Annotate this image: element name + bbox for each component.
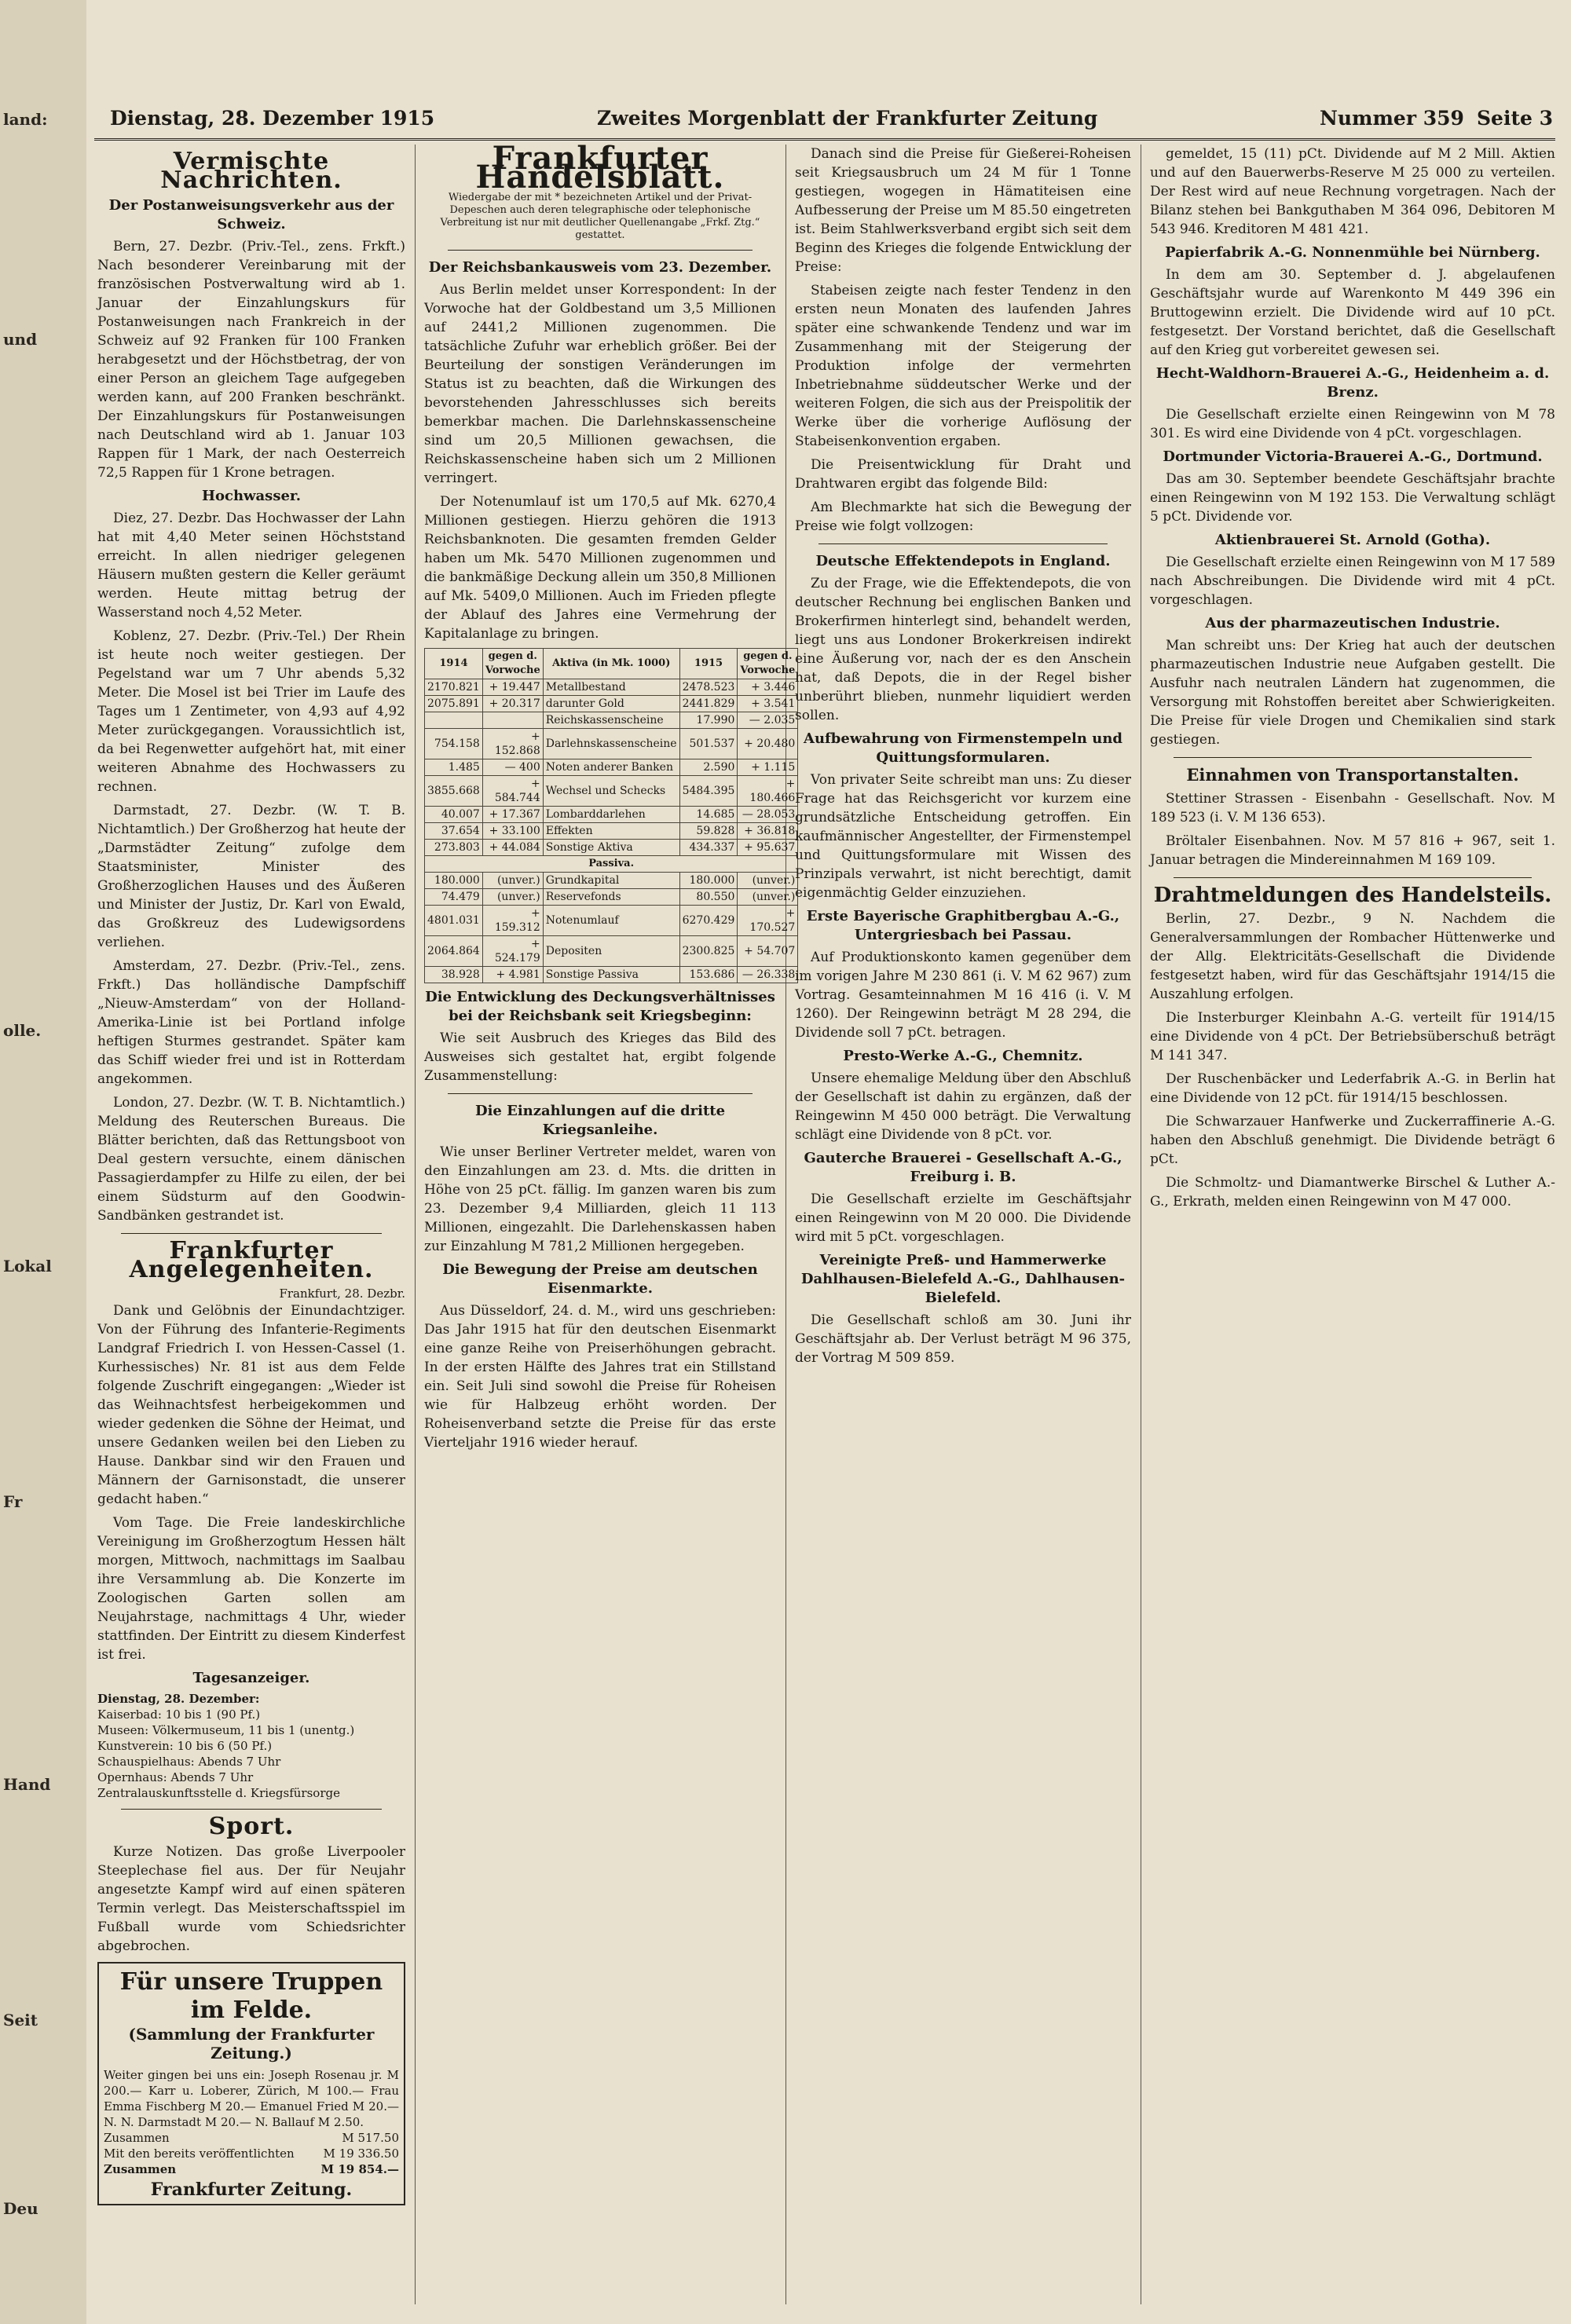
article-title: Deutsche Effektendepots in England.	[815, 553, 1111, 569]
article-title: Erste Bayerische Graphitbergbau A.-G., Untergriesbach bei Passau.	[806, 908, 1120, 943]
paragraph: Stettiner Strassen - Eisenbahn - Gesellschaft. Nov. M 189 523 (i. V. M 136 653).	[1150, 791, 1555, 825]
section-title: Frankfurter Angelegenheiten.	[129, 1237, 374, 1283]
calendar-item: Schauspielhaus: Abends 7 Uhr	[97, 1755, 281, 1769]
paragraph: Amsterdam, 27. Dezbr. (Priv.-Tel., zens. Frkft.) Das holländische Dampfschiff „Nieuw-Amsterdam“ von der Holland-Amerika-Linie ist bei Portland infolge heftigen Sturmes gestrandet. Später kam das Schiff wieder frei und ist in Rotterdam angekommen.	[97, 958, 405, 1087]
article-title: Presto-Werke A.-G., Chemnitz.	[843, 1048, 1083, 1064]
paragraph: Die Schmoltz- und Diamantwerke Birschel & Luther A.-G., Erkrath, melden einen Reingewinn von M 47 000.	[1150, 1175, 1555, 1210]
gutter-fragment: und	[3, 330, 38, 349]
paragraph: Der Notenumlauf ist um 170,5 auf Mk. 6270,4 Millionen gestiegen. Hierzu gehören die 1913 Reichsbanknoten. Die gesamten fremden Gelder haben um Mk. 5470 Millionen zugenommen und die bankmäßige Deckung allein um 350,8 Millionen auf Mk. 5409,0 Millionen. Auch im Frieden pflegte der Ablauf des Jahres eine Vermehrung der Kapitalanlage zu bringen.	[424, 494, 776, 642]
collection-line: Zusammen M 19 854.—	[104, 2162, 399, 2176]
table-row: 2075.891 + 20.317 darunter Gold 2441.829 + 3.541	[425, 696, 798, 712]
column-1	[97, 145, 405, 2312]
article-title: Der Reichsbankausweis vom 23. Dezember.	[428, 259, 772, 276]
article-title: Der Postanweisungsverkehr aus der Schweiz.	[108, 197, 394, 232]
header-edition: Zweites Morgenblatt der Frankfurter Zeitung	[597, 107, 1098, 130]
collection-signature: Frankfurter Zeitung.	[150, 2179, 353, 2200]
paragraph: Vom Tage. Die Freie landeskirchliche Vereinigung im Großherzogtum Hessen hält morgen, Mittwoch, nachmittags im Saalbau ihre Versammlung ab. Die Konzerte im Zoologischen Garten sollen am Neujahrstage, nachmittags 4 Uhr, wieder stattfinden. Der Eintritt zu diesem Kinderfest ist frei.	[97, 1515, 405, 1663]
divider	[448, 1093, 753, 1094]
article-title: Die Bewegung der Preise am deutschen Eisenmarkte.	[442, 1261, 758, 1297]
calendar-date: Dienstag, 28. Dezember:	[97, 1692, 260, 1706]
section-title: Vermischte Nachrichten.	[160, 148, 342, 194]
collection-line: Mit den bereits veröffentlichten M 19 336.50	[104, 2146, 399, 2161]
gutter-fragment: land:	[3, 110, 48, 129]
gutter-fragment: Deu	[3, 2199, 38, 2218]
paragraph: In dem am 30. September d. J. abgelaufenen Geschäftsjahr wurde auf Warenkonto M 449 396 ein Bruttogewinn erzielt. Die Dividende wird auf 10 pCt. festgesetzt. Der Vorstand berichtet, daß die Gesellschaft auf den Krieg gut vorbereitet gewesen sei.	[1150, 267, 1555, 358]
article-title: Die Einzahlungen auf die dritte Kriegsanleihe.	[474, 1103, 726, 1138]
paragraph: Bröltaler Eisenbahnen. Nov. M 57 816 + 967, seit 1. Januar betragen die Mindereinnahmen M 169 109.	[1150, 833, 1555, 868]
divider	[1174, 757, 1532, 758]
calendar-title: Tagesanzeiger.	[192, 1670, 310, 1686]
paragraph: Danach sind die Preise für Gießerei-Roheisen seit Kriegsausbruch um 24 M für 1 Tonne gestiegen, wogegen in Hämatiteisen eine Aufbesserung der Preise um M 85.50 eingetreten ist. Beim Stahlwerksverband ergibt sich seit dem Beginn des Krieges die folgende Entwicklung der Preise:	[795, 146, 1131, 275]
article-title: Aus der pharmazeutischen Industrie.	[1205, 615, 1500, 631]
column-rule	[415, 145, 416, 2304]
collection-subtitle: (Sammlung der Frankfurter Zeitung.)	[128, 2025, 375, 2062]
running-header	[94, 104, 1555, 141]
paragraph: Unsere ehemalige Meldung über den Abschluß der Gesellschaft ist dahin zu ergänzen, daß der Reingewinn M 450 000 beträgt. Die Verwaltung schlägt eine Dividende von 8 pCt. vor.	[795, 1071, 1131, 1143]
paragraph: Stabeisen zeigte nach fester Tendenz in den ersten neun Monaten des laufenden Jahres später eine schwankende Tendenz und war im Zusammenhang mit der Steigerung der Produktion infolge der vermehrten Inbetriebnahme süddeutscher Werke und der weiteren Folgen, die sich aus der Preispolitik der Werke über die vorherige Auflösung der Stabeisenkonvention ergaben.	[795, 283, 1131, 449]
paragraph: Darmstadt, 27. Dezbr. (W. T. B. Nichtamtlich.) Der Großherzog hat heute der „Darmstädter Zeitung“ zufolge dem Staatsminister, Minister des Großherzoglichen Hauses und des Äußeren und Minister der Justiz, Dr. Karl von Ewald, das Großkreuz des Ludewigsordens verliehen.	[97, 803, 405, 950]
collection-line: Zusammen M 517.50	[104, 2131, 399, 2145]
paragraph: Zu der Frage, wie die Effektendepots, die von deutscher Rechnung bei englischen Banken und Brokerfirmen hinterlegt sind, behandelt werden, liegt uns aus Londoner Brokerkreisen indirekt eine Äußerung vor, nach der es den Anschein hat, daß Depots, die in der Regel bisher unberührt blieben, nunmehr liquidiert werden sollen.	[795, 576, 1131, 723]
table-row: 1.485 — 400 Noten anderer Banken 2.590 + 1.115	[425, 759, 798, 776]
article-title: Die Entwicklung des Deckungsverhältnisses bei der Reichsbank seit Kriegsbeginn:	[425, 989, 775, 1024]
table-row: 37.654 + 33.100 Effekten 59.828 + 36.818	[425, 823, 798, 840]
divider	[818, 543, 1108, 544]
paragraph: Das am 30. September beendete Geschäftsjahr brachte einen Reingewinn von M 192 153. Die Verwaltung schlägt 5 pCt. Dividende vor.	[1150, 471, 1555, 525]
article-title: Gauterche Brauerei - Gesellschaft A.-G., Freiburg i. B.	[804, 1150, 1122, 1185]
paragraph: Kurze Notizen. Das große Liverpooler Steeplechase fiel aus. Der für Neujahr angesetzte Kampf wird auf einen späteren Termin verlegt. Das Meisterschaftsspiel im Fußball wurde vom Schiedsrichter abgebrochen.	[97, 1844, 405, 1954]
column-4	[1150, 145, 1555, 2312]
gutter-fragment: Hand	[3, 1775, 51, 1794]
collection-text: Weiter gingen bei uns ein: Joseph Rosenau jr. M 200.— Karr u. Loberer, Zürich, M 100.— Frau Emma Fischberg M 20.— Emanuel Fried M 20.— N. N. Darmstadt M 20.— N. Ballauf M 2.50.	[104, 2068, 399, 2129]
calendar-item: Zentralauskunftsstelle d. Kriegsfürsorge	[97, 1786, 340, 1800]
gutter-fragment: olle.	[3, 1021, 42, 1040]
gutter-fragment: Fr	[3, 1492, 23, 1511]
paragraph: Die Gesellschaft erzielte im Geschäftsjahr einen Reingewinn von M 20 000. Die Dividende wird mit 5 pCt. vorgeschlagen.	[795, 1191, 1131, 1245]
collection-box	[97, 1962, 405, 2205]
table-row: 38.928 + 4.981 Sonstige Passiva 153.686 — 26.338	[425, 967, 798, 983]
table-row: 754.158 + 152.868 Darlehnskassenscheine 501.537 + 20.480	[425, 729, 798, 759]
gutter-fragment: Seit	[3, 2011, 38, 2029]
calendar-item: Kaiserbad: 10 bis 1 (90 Pf.)	[97, 1707, 261, 1722]
table-row: 180.000 (unver.) Grundkapital 180.000 (unver.)	[425, 873, 798, 889]
article-title: Vereinigte Preß- und Hammerwerke Dahlhausen-Bielefeld A.-G., Dahlhausen-Bielefeld.	[800, 1252, 1126, 1306]
dateline: Frankfurt, 28. Dezbr.	[279, 1286, 405, 1301]
paragraph: Wie seit Ausbruch des Krieges das Bild des Ausweises sich gestaltet hat, ergibt folgende Zusammenstellung:	[424, 1030, 776, 1084]
reichsbank-table: 1914 gegen d. Vorwoche Aktiva (in Mk. 1000) 1915 gegen d. Vorwoche 2170.821 + 19.447 Metallbestand 2478.523 + 3.446 2075.891 + 20.317 darunter Gold 2441.829 + 3.541 Reichskassenscheine 17.990 — 2.035 754.158 + 152.868 Darlehnskassenscheine 501.537 + 20.480 1.485 — 400 Noten anderer Banken 2.590 + 1.115 3855.668 + 584.744 Wechsel und Schecks 5484.395 + 180.466 40.007 + 17.367 Lombarddarlehen 14.685 — 28.053 37.654 + 33.100 Effekten 59.828 + 36.818 273.803 + 44.084 Sonstige Aktiva 434.337 + 95.637 Passiva. 180.000 (unver.) Grundkapital 180.000 (unver.) 74.479 (unver.) Reservefonds 80.550 (unver.) 4801.031 + 159.312 Notenumlauf 6270.429 + 170.527 2064.864 + 524.179 Depositen 2300.825 + 54.707 38.928 + 4.981 Sonstige Passiva 153.686 — 26.338	[424, 648, 798, 983]
paragraph: Die Gesellschaft schloß am 30. Juni ihr Geschäftsjahr ab. Der Verlust beträgt M 96 375, der Vortrag M 509 859.	[795, 1312, 1131, 1366]
article-title: Papierfabrik A.-G. Nonnenmühle bei Nürnberg.	[1165, 244, 1540, 261]
divider	[1174, 877, 1532, 878]
paragraph: Man schreibt uns: Der Krieg hat auch der deutschen pharmazeutischen Industrie neue Aufgaben gestellt. Die Ausfuhr nach neutralen Ländern hat zugenommen, die Versorgung mit Rohstoffen bereitet aber Schwierigkeiten. Die Preise für viele Drogen und Chemikalien sind stark gestiegen.	[1150, 638, 1555, 748]
table-row: 74.479 (unver.) Reservefonds 80.550 (unver.)	[425, 889, 798, 906]
calendar-item: Opernhaus: Abends 7 Uhr	[97, 1770, 254, 1784]
paragraph: gemeldet, 15 (11) pCt. Dividende auf M 2 Mill. Aktien und auf den Bauerwerbs-Reserve M 25 000 zu verteilen. Der Rest wird auf neue Rechnung vorgetragen. Nach der Bilanz stehen bei Bankguthaben M 364 096, Debitoren M 543 946. Kreditoren M 481 421.	[1150, 146, 1555, 237]
divider	[121, 1233, 382, 1234]
article-title: Aktienbrauerei St. Arnold (Gotha).	[1214, 532, 1491, 548]
paragraph: Auf Produktionskonto kamen gegenüber dem im vorigen Jahre M 230 861 (i. V. M 62 967) zum Vortrag. Gesamteinnahmen M 16 416 (i. V. M 1260). Der Reingewinn beträgt M 28 294, die Dividende soll 7 pCt. betragen.	[795, 950, 1131, 1041]
divider	[448, 250, 753, 251]
table-row: 40.007 + 17.367 Lombarddarlehen 14.685 — 28.053	[425, 807, 798, 823]
table-row: 273.803 + 44.084 Sonstige Aktiva 434.337 + 95.637	[425, 840, 798, 856]
paragraph: Die Preisentwicklung für Draht und Drahtwaren ergibt das folgende Bild:	[795, 457, 1131, 492]
calendar-item: Museen: Völkermuseum, 11 bis 1 (unentg.)	[97, 1723, 355, 1737]
paragraph: Diez, 27. Dezbr. Das Hochwasser der Lahn hat mit 4,40 Meter seinen Höchststand erreicht. In allen niedriger gelegenen Häusern mußten gestern die Keller geräumt werden. Heute mittag betrug der Wasserstand noch 4,52 Meter.	[97, 511, 405, 620]
paragraph: Wie unser Berliner Vertreter meldet, waren von den Einzahlungen am 23. d. Mts. die dritten in Höhe von 25 pCt. fällig. Im ganzen waren bis zum 23. Dezember 9,4 Milliarden, gleich 11 113 Millionen, eingezahlt. Die Darlehenskassen haben zur Einzahlung M 781,2 Millionen hergegeben.	[424, 1144, 776, 1254]
paragraph: Die Gesellschaft erzielte einen Reingewinn von M 17 589 nach Abschreibungen. Die Dividende wird mit 4 pCt. vorgeschlagen.	[1150, 554, 1555, 608]
paragraph: Am Blechmarkte hat sich die Bewegung der Preise wie folgt vollzogen:	[795, 500, 1131, 534]
reprint-notice: Wiedergabe der mit * bezeichneten Artikel und der Privat-Depeschen auch deren telegraphische oder telephonische Verbreitung ist nur mit deutlicher Quellenangabe „Frkf. Ztg.“ gestattet.	[440, 192, 760, 241]
paragraph: London, 27. Dezbr. (W. T. B. Nichtamtlich.) Meldung des Reuterschen Bureaus. Die Blätter berichten, daß das Rettungsboot von Deal gestern versuchte, einem dänischen Passagierdampfer zu Hilfe zu eilen, der bei einem Südsturm auf den Goodwin-Sandbänken gestrandet ist.	[97, 1095, 405, 1224]
column-2	[424, 140, 796, 2312]
paragraph: Die Insterburger Kleinbahn A.-G. verteilt für 1914/15 eine Dividende von 4 pCt. Der Betriebsüberschuß beträgt M 141 347.	[1150, 1010, 1555, 1063]
section-title: Sport.	[208, 1813, 295, 1840]
divider	[121, 1809, 382, 1810]
section-title: Einnahmen von Transportanstalten.	[1186, 765, 1519, 785]
collection-title: Für unsere Truppen im Felde.	[119, 1968, 383, 2024]
paragraph: Koblenz, 27. Dezbr. (Priv.-Tel.) Der Rhein ist heute noch weiter gestiegen. Der Pegelstand war um 7 Uhr abends 5,32 Meter. Die Mosel ist bei Trier im Laufe des Tages um 1 Zentimeter, von 4,93 auf 4,92 Meter zurückgegangen. Voraussichtlich ist, da bei Regenwetter aufgehört hat, mit einer weiteren Abnahme des Hochwassers zu rechnen.	[97, 628, 405, 795]
neighbour-page-edge	[0, 0, 86, 2324]
article-title: Dortmunder Victoria-Brauerei A.-G., Dortmund.	[1163, 448, 1543, 465]
table-row: 2064.864 + 524.179 Depositen 2300.825 + 54.707	[425, 936, 798, 967]
paragraph: Die Schwarzauer Hanfwerke und Zuckerraffinerie A.-G. haben den Abschluß genehmigt. Die Dividende beträgt 6 pCt.	[1150, 1114, 1555, 1167]
paragraph: Dank und Gelöbnis der Einundachtziger. Von der Führung des Infanterie-Regiments Landgraf Friedrich I. von Hessen-Cassel (1. Kurhessisches) Nr. 81 ist aus dem Felde folgende Zuschrift eingegangen: „Wieder ist das Weihnachtsfest herbeigekommen und wieder gedenken die Söhne der Heimat, und unsere Gedanken weilen bei den Lieben zu Hause. Dankbar sind wir den Frauen und Männern der Garnisonstadt, die unserer gedacht haben.“	[97, 1303, 405, 1507]
table-row: 3855.668 + 584.744 Wechsel und Schecks 5484.395 + 180.466	[425, 776, 798, 807]
masthead: Frankfurter Handelsblatt.	[475, 140, 725, 196]
paragraph: Von privater Seite schreibt man uns: Zu dieser Frage hat das Reichsgericht vor kurzem eine grundsätzliche Entscheidung getroffen. Ein kaufmännischer Angestellter, der Firmenstempel und Quittungsformulare mit Wissen des Prinzipals verwahrt, ist nicht berechtigt, damit eigenmächtig Gelder einzuziehen.	[795, 772, 1131, 901]
article-title: Hecht-Waldhorn-Brauerei A.-G., Heidenheim a. d. Brenz.	[1155, 365, 1550, 401]
paragraph: Aus Berlin meldet unser Korrespondent: In der Vorwoche hat der Goldbestand um 3,5 Millionen auf 2441,2 Millionen zugenommen. Die tatsächliche Zufuhr war erheblich größer. Bei der Beurteilung der sonstigen Veränderungen im Status ist zu beachten, daß die Wirkungen des bevorstehenden Jahresschlusses sich bereits bemerkbar machen. Die Darlehnskassenscheine sind um 20,5 Millionen gewachsen, die Reichskassenscheine haben sich um 2 Millionen verringert.	[424, 282, 776, 486]
table-row: Reichskassenscheine 17.990 — 2.035	[425, 712, 798, 729]
article-title: Aufbewahrung von Firmenstempeln und Quittungsformularen.	[803, 730, 1123, 766]
paragraph: Bern, 27. Dezbr. (Priv.-Tel., zens. Frkft.) Nach besonderer Vereinbarung mit der französischen Postverwaltung wird ab 1. Januar der Einzahlungskurs für Postanweisungen nach Frankreich in der Schweiz auf 92 Franken für 100 Franken herabgesetzt und der Höchstbetrag, der von einer Person an gleichem Tage aufgegeben werden kann, auf 200 Franken beschränkt. Der Einzahlungskurs für Postanweisungen nach Deutschland wird ab 1. Januar 103 Rappen für 1 Mark, der nach Oesterreich 72,5 Rappen für 1 Krone betragen.	[97, 239, 405, 481]
article-title: Hochwasser.	[201, 488, 302, 504]
gutter-fragment: Lokal	[3, 1257, 52, 1275]
paragraph: Die Gesellschaft erzielte einen Reingewinn von M 78 301. Es wird eine Dividende von 4 pCt. vorgeschlagen.	[1150, 407, 1555, 441]
header-issue: Nummer 359	[1320, 107, 1464, 130]
paragraph: Berlin, 27. Dezbr., 9 N. Nachdem die Generalversammlungen der Rombacher Hüttenwerke und der Allg. Elektricitäts-Gesellschaft die Dividende festgesetzt haben, wird für das Geschäftsjahr 1914/15 die Auszahlung erfolgen.	[1150, 911, 1555, 1002]
header-page: Seite 3	[1477, 107, 1554, 130]
calendar-item: Kunstverein: 10 bis 6 (50 Pf.)	[97, 1739, 273, 1753]
header-date: Dienstag, 28. Dezember 1915	[110, 107, 435, 130]
column-3	[795, 145, 1131, 2312]
table-row: 4801.031 + 159.312 Notenumlauf 6270.429 + 170.527	[425, 906, 798, 936]
paragraph: Aus Düsseldorf, 24. d. M., wird uns geschrieben: Das Jahr 1915 hat für den deutschen Eisenmarkt eine ganze Reihe von Preiserhöhungen gebracht. In der ersten Hälfte des Jahres trat ein Stillstand ein. Seit Juli sind sowohl die Preise für Roheisen wie für Halbzeug erhöht worden. Der Roheisenverband setzte die Preise für das erste Vierteljahr 1916 wieder herauf.	[424, 1303, 776, 1451]
paragraph: Der Ruschenbäcker und Lederfabrik A.-G. in Berlin hat eine Dividende von 12 pCt. für 1914/15 beschlossen.	[1150, 1071, 1555, 1106]
table-row: 2170.821 + 19.447 Metallbestand 2478.523 + 3.446	[425, 679, 798, 696]
section-title: Drahtmeldungen des Handelsteils.	[1153, 884, 1552, 907]
